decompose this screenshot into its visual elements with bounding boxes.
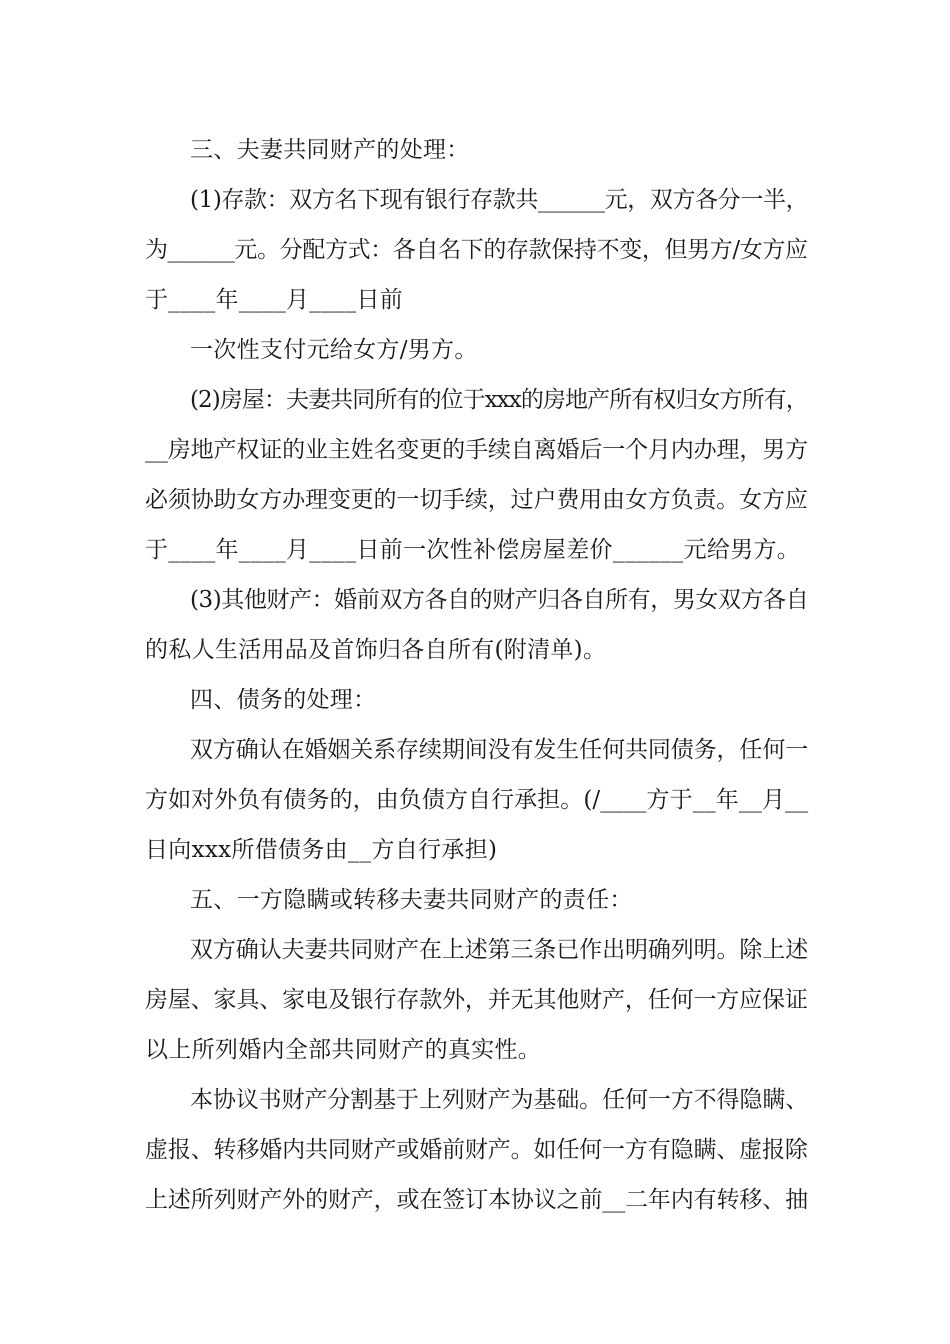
paragraph-line: (2)房屋：夫妻共同所有的位于xxx的房地产所有权归女方所有，: [190, 387, 808, 413]
paragraph-line: 上述所列财产外的财产，或在签订本协议之前__二年内有转移、抽: [145, 1187, 809, 1213]
paragraph-line: (3)其他财产：婚前双方各自的财产归各自所有，男女双方各自: [190, 587, 809, 613]
paragraph-line: (1)存款：双方名下现有银行存款共______元，双方各分一半，: [190, 187, 809, 213]
section-3-heading: 三、夫妻共同财产的处理：: [190, 137, 470, 163]
paragraph-line: 日向xxx所借债务由__方自行承担): [145, 837, 498, 863]
paragraph-line: 的私人生活用品及首饰归各自所有(附清单)。: [145, 637, 607, 663]
paragraph-line: 双方确认夫妻共同财产在上述第三条已作出明确列明。除上述: [190, 937, 809, 963]
paragraph-line: 为______元。分配方式：各自名下的存款保持不变，但男方/女方应: [145, 237, 808, 263]
paragraph-line: 双方确认在婚姻关系存续期间没有发生任何共同债务，任何一: [190, 737, 809, 763]
section-5-heading: 五、一方隐瞒或转移夫妻共同财产的责任：: [190, 887, 633, 913]
paragraph-line: 必须协助女方办理变更的一切手续，过户费用由女方负责。女方应: [145, 487, 808, 513]
paragraph-line: 虚报、转移婚内共同财产或婚前财产。如任何一方有隐瞒、虚报除: [145, 1137, 808, 1163]
paragraph-line: __房地产权证的业主姓名变更的手续自离婚后一个月内办理，男方: [145, 437, 809, 463]
paragraph-line: 房屋、家具、家电及银行存款外，并无其他财产，任何一方应保证: [145, 987, 808, 1013]
section-4-heading: 四、债务的处理：: [190, 687, 377, 713]
paragraph-line: 以上所列婚内全部共同财产的真实性。: [145, 1037, 542, 1063]
paragraph-line: 一次性支付元给女方/男方。: [190, 337, 478, 363]
paragraph-line: 于____年____月____日前: [145, 287, 404, 313]
paragraph-line: 于____年____月____日前一次性补偿房屋差价______元给男方。: [145, 537, 801, 563]
paragraph-line: 方如对外负有债务的，由负债方自行承担。(/____方于__年__月__: [145, 787, 809, 813]
paragraph-line: 本协议书财产分割基于上列财产为基础。任何一方不得隐瞒、: [190, 1087, 809, 1113]
